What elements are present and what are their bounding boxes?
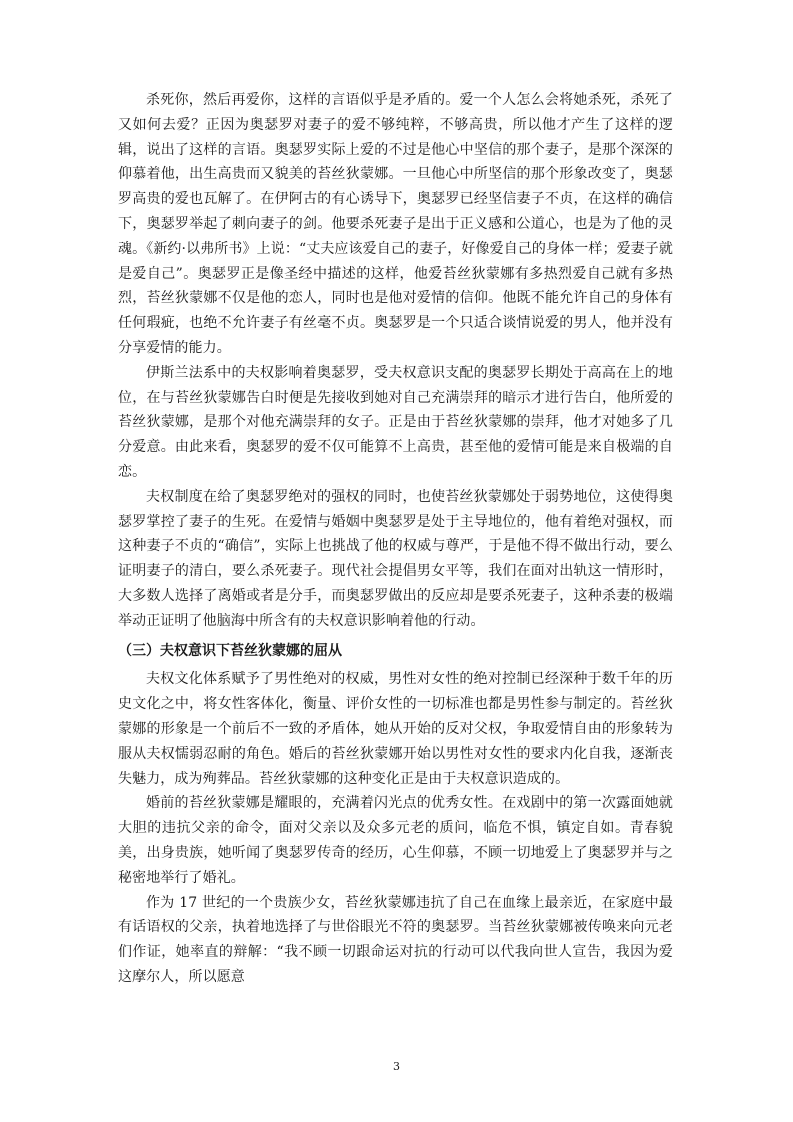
page-number: 3 [393, 1060, 400, 1073]
section-heading: （三）夫权意识下苔丝狄蒙娜的屈从 [118, 642, 342, 659]
page-body [118, 88, 673, 990]
body-paragraph: 伊斯兰法系中的夫权影响着奥瑟罗，受夫权意识支配的奥瑟罗长期处于高高在上的地位，在与苔丝狄蒙娜告白时便是先接收到她对自己充满崇拜的暗示才进行告白，他所爱的苔丝狄蒙娜，是那个对他充满崇拜的女子。正是由于苔丝狄蒙娜的崇拜，他才对她多了几分爱意。由此来看，奥瑟罗的爱不仅可能算不上高贵，甚至他的爱情可能是来自极端的自恋。 [118, 364, 673, 480]
body-paragraph: 作为 17 世纪的一个贵族少女，苔丝狄蒙娜违抗了自己在血缘上最亲近，在家庭中最有话语权的父亲，执着地选择了与世俗眼光不符的奥瑟罗。当苔丝狄蒙娜被传唤来向元老们作证，她率直的辩解：“我不顾一切跟命运对抗的行动可以代我向世人宣告，我因为爱这摩尔人，所以愿意 [118, 894, 673, 985]
body-paragraph: 夫权制度在给了奥瑟罗绝对的强权的同时，也使苔丝狄蒙娜处于弱势地位，这使得奥瑟罗掌控了妻子的生死。在爱情与婚姻中奥瑟罗是处于主导地位的，他有着绝对强权，而这种妻子不贞的“确信”，实际上也挑战了他的权威与尊严，于是他不得不做出行动，要么证明妻子的清白，要么杀死妻子。现代社会提倡男女平等，我们在面对出轨这一情形时，大多数人选择了离婚或者是分手，而奥瑟罗做出的反应却是要杀死妻子，这种杀妻的极端举动正证明了他脑海中所含有的夫权意识影响着他的行动。 [118, 488, 673, 629]
body-paragraph: 夫权文化体系赋予了男性绝对的权威，男性对女性的绝对控制已经深种于数千年的历史文化之中，将女性客体化，衡量、评价女性的一切标准也都是男性参与制定的。苔丝狄蒙娜的形象是一个前后不一致的矛盾体，她从开始的反对父权，争取爱情自由的形象转为服从夫权懦弱忍耐的角色。婚后的苔丝狄蒙娜开始以男性对女性的要求内化自我，逐渐丧失魅力，成为殉葬品。苔丝狄蒙娜的这种变化正是由于夫权意识造成的。 [118, 671, 673, 787]
body-paragraph: 婚前的苔丝狄蒙娜是耀眼的，充满着闪光点的优秀女性。在戏剧中的第一次露面她就大胆的违抗父亲的命令，面对父亲以及众多元老的质问，临危不惧，镇定自如。青春貌美，出身贵族，她听闻了奥瑟罗传奇的经历，心生仰慕，不顾一切地爱上了奥瑟罗并与之秘密地举行了婚礼。 [118, 795, 673, 886]
body-paragraph: 杀死你，然后再爱你，这样的言语似乎是矛盾的。爱一个人怎么会将她杀死，杀死了又如何去爱？正因为奥瑟罗对妻子的爱不够纯粹，不够高贵，所以他才产生了这样的逻辑，说出了这样的言语。奥瑟罗实际上爱的不过是他心中坚信的那个妻子，是那个深深的仰慕着他，出生高贵而又貌美的苔丝狄蒙娜。一旦他心中所坚信的那个形象改变了，奥瑟罗高贵的爱也瓦解了。在伊阿古的有心诱导下，奥瑟罗已经坚信妻子不贞，在这样的确信下，奥瑟罗举起了刺向妻子的剑。他要杀死妻子是出于正义感和公道心，也是为了他的灵魂。《新约·以弗所书》上说：“丈夫应该爱自己的妻子，好像爱自己的身体一样；爱妻子就是爱自己”。奥瑟罗正是像圣经中描述的这样，他爱苔丝狄蒙娜有多热烈爱自己就有多热烈，苔丝狄蒙娜不仅是他的恋人，同时也是他对爱情的信仰。他既不能允许自己的身体有任何瑕疵，也绝不允许妻子有丝毫不贞。奥瑟罗是一个只适合谈情说爱的男人，他并没有分享爱情的能力。 [118, 92, 673, 356]
